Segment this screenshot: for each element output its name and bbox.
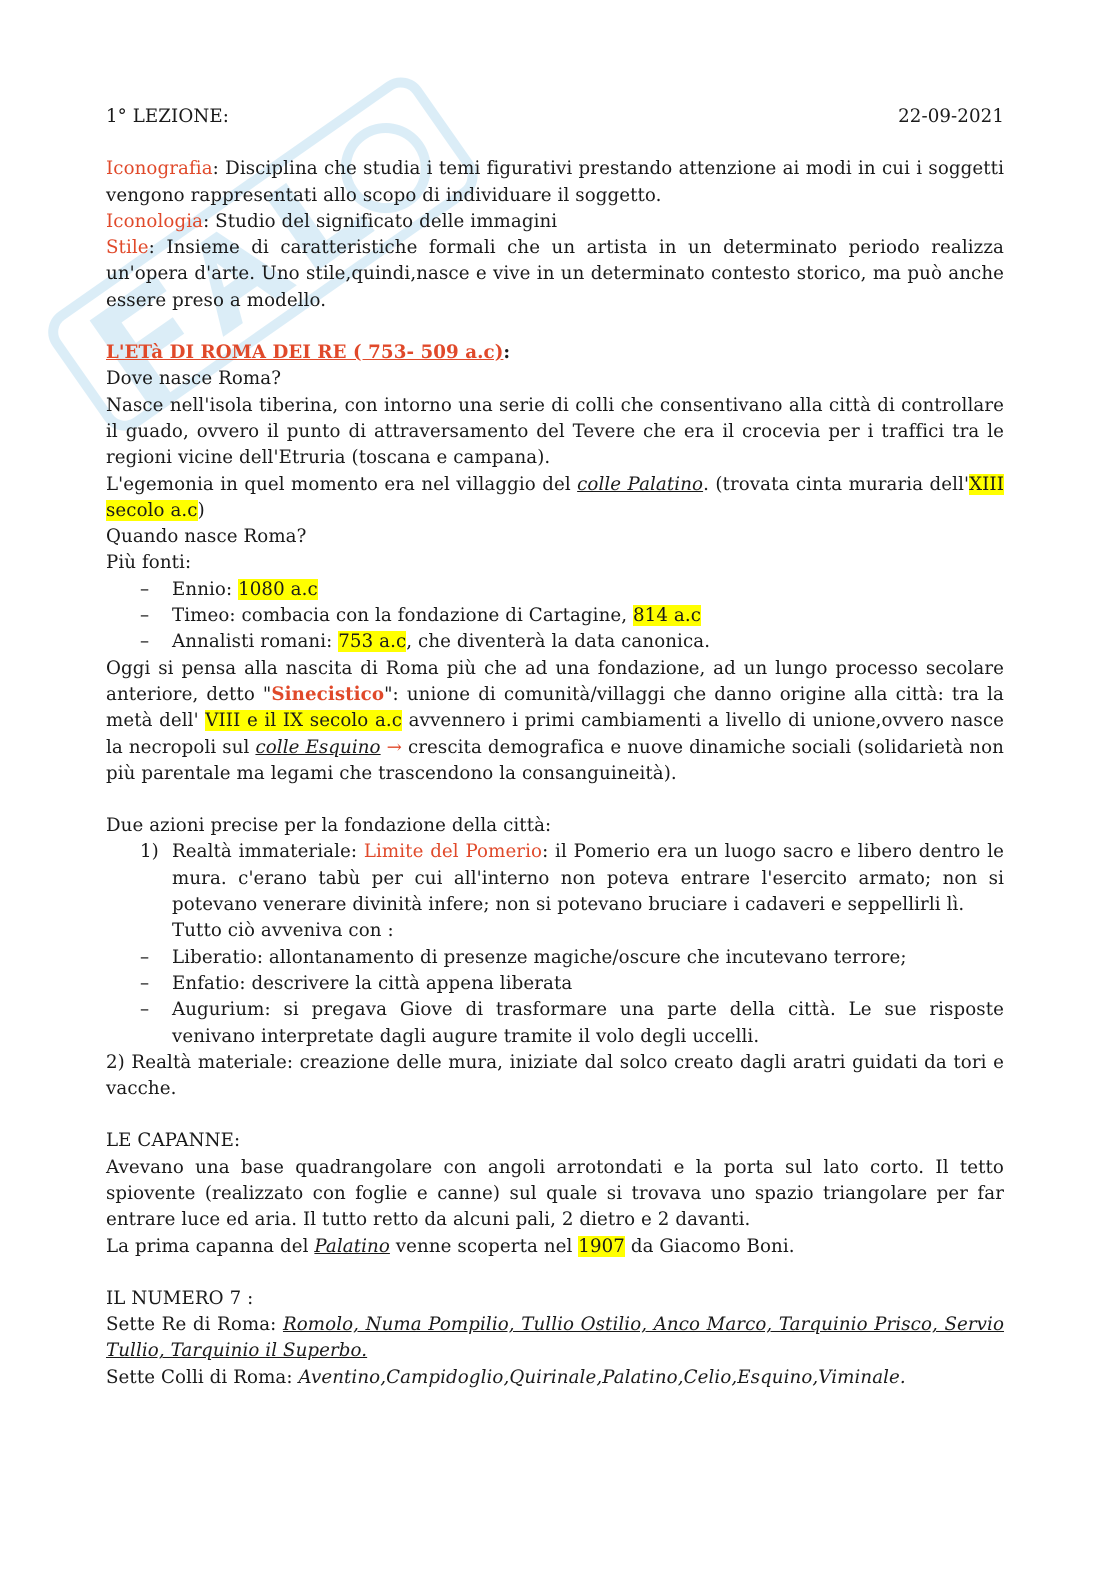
numbered-item-1: 1) Realtà immateriale: Limite del Pomerio: il Pomerio era un luogo sacro e libero dentro le mura. c'erano tabù per cui all'interno non poteva entrare l'esercito armato; non si potevano venerare divinità infere; non si potevano bruciare i cadaveri e seppellirli lì.	[140, 841, 1004, 916]
definition-stile	[106, 235, 1004, 314]
definition-iconografia	[106, 156, 1004, 209]
paragraph-prima-capanna: La prima capanna del Palatino venne scoperta nel 1907 da Giacomo Boni.	[106, 1235, 795, 1257]
section-heading-capanne: LE CAPANNE:	[106, 1130, 241, 1152]
list-item: – Ennio: 1080 a.c	[106, 577, 1004, 603]
paragraph-sette-colli: Sette Colli di Roma: Aventino,Campidoglio,Quirinale,Palatino,Celio,Esquino,Viminale.	[106, 1366, 906, 1388]
list-item: – Liberatio: allontanamento di presenze magiche/oscure che incutevano terrore;	[106, 945, 1004, 971]
lesson-title: 1° LEZIONE:	[106, 106, 229, 127]
sources-list	[106, 577, 1004, 656]
definition-text: : Insieme di caratteristiche formali che un artista in un determinato periodo realizza un'opera d'arte. Uno stile,quindi,nasce e vive in un determinato contesto storico, ma può anche essere preso a modello.	[106, 237, 1004, 311]
lesson-date: 22-09-2021	[898, 106, 1004, 127]
question-quando: Quando nasce Roma?	[106, 526, 307, 548]
list-item: – Timeo: combacia con la fondazione di Cartagine, 814 a.c	[106, 603, 1004, 629]
definition-text: : Disciplina che studia i temi figurativi prestando attenzione ai modi in cui i soggetti vengono rappresentati allo scopo di individuare il soggetto.	[106, 158, 1004, 206]
hills-list: Aventino,Campidoglio,Quirinale,Palatino,Celio,Esquino,Viminale.	[298, 1366, 906, 1388]
term-pomerio: Limite del Pomerio	[363, 841, 543, 863]
highlight-date: XIII secolo a.c	[106, 473, 1004, 521]
section-heading-roma-dei-re: L'ETà DI ROMA DEI RE ( 753- 509 a.c):	[106, 342, 511, 364]
place-palatino: colle Palatino	[577, 473, 704, 495]
definition-iconologia	[106, 209, 1004, 235]
list-item: – Augurium: si pregava Giove di trasformare una parte della città. Le sue risposte venivano interpretate dagli augure tramite il volo degli uccelli.	[106, 997, 1004, 1050]
place-palatino: Palatino	[314, 1235, 390, 1257]
paragraph-due-azioni: Due azioni precise per la fondazione della città:	[106, 815, 552, 837]
section-heading-numero-7: IL NUMERO 7 :	[106, 1287, 254, 1309]
paragraph-isola-tiberina: Nasce nell'isola tiberina, con intorno una serie di colli che consentivano alla città di controllare il guado, ovvero il punto di attraversamento del Tevere che era il crocevia per i traffici tra le regioni vicine dell'Etruria (toscana e campana).	[106, 394, 1004, 469]
arrow-right-icon: →	[386, 736, 402, 758]
definition-term: Stile	[106, 237, 149, 259]
definition-term: Iconologia	[106, 210, 204, 232]
highlight-date: VIII e il IX secolo a.c	[205, 710, 403, 732]
paragraph-capanne: Avevano una base quadrangolare con angoli arrotondati e la porta sul lato corto. Il tetto spiovente (realizzato con foglie e canne) sul quale si trovava uno spazio triangolare per far entrare luce ed aria. Il tutto retto da alcuni pali, 2 dietro e 2 davanti.	[106, 1156, 1004, 1231]
document-body	[106, 104, 1004, 1391]
term-sinecistico: Sinecistico	[271, 683, 385, 705]
highlight-date: 814 a.c	[633, 605, 702, 627]
highlight-date: 753 a.c	[338, 631, 407, 653]
definition-term: Iconografia	[106, 158, 213, 180]
paragraph-tutto-cio: Tutto ciò avveniva con :	[172, 920, 394, 942]
kings-list: Romolo, Numa Pompilio, Tullio Ostilio, Anco Marco, Tarquinio Prisco, Servio Tullio, Tarquinio il Superbo.	[106, 1314, 1005, 1362]
list-item: – Enfatio: descrivere la città appena liberata	[106, 971, 1004, 997]
place-esquino: colle Esquino	[255, 736, 381, 758]
definition-text: : Studio del significato delle immagini	[203, 210, 558, 232]
highlight-date: 1907	[578, 1235, 625, 1257]
paragraph-sinecistico: Oggi si pensa alla nascita di Roma più che ad una fondazione, ad un lungo processo secolare anteriore, detto "Sinecistico": unione di comunità/villaggi che danno origine alla città: tra la metà dell' VIII e il IX secolo a.c avvennero i primi cambiamenti a livello di unione,ovvero nasce la necropoli sul colle Esquino → crescita demografica e nuove dinamiche sociali (solidarietà non più parentale ma legami che trascendono la consanguineità).	[106, 657, 1004, 784]
list-item: – Annalisti romani: 753 a.c, che diventerà la data canonica.	[106, 629, 1004, 655]
paragraph-egemonia: L'egemonia in quel momento era nel villaggio del colle Palatino. (trovata cinta muraria dell'XIII secolo a.c)	[106, 473, 1004, 521]
rites-list	[106, 945, 1004, 1050]
sources-label: Più fonti:	[106, 552, 192, 574]
question-dove: Dove nasce Roma?	[106, 368, 282, 390]
header-line	[106, 104, 1004, 130]
numbered-item-2: 2) Realtà materiale: creazione delle mura, iniziate dal solco creato dagli aratri guidati da tori e vacche.	[106, 1051, 1004, 1100]
paragraph-sette-re: Sette Re di Roma: Romolo, Numa Pompilio, Tullio Ostilio, Anco Marco, Tarquinio Prisco, Servio Tullio, Tarquinio il Superbo.	[106, 1314, 1005, 1362]
highlight-date: 1080 a.c	[238, 578, 318, 600]
section-title: L'ETà DI ROMA DEI RE ( 753- 509 a.c)	[106, 342, 504, 364]
